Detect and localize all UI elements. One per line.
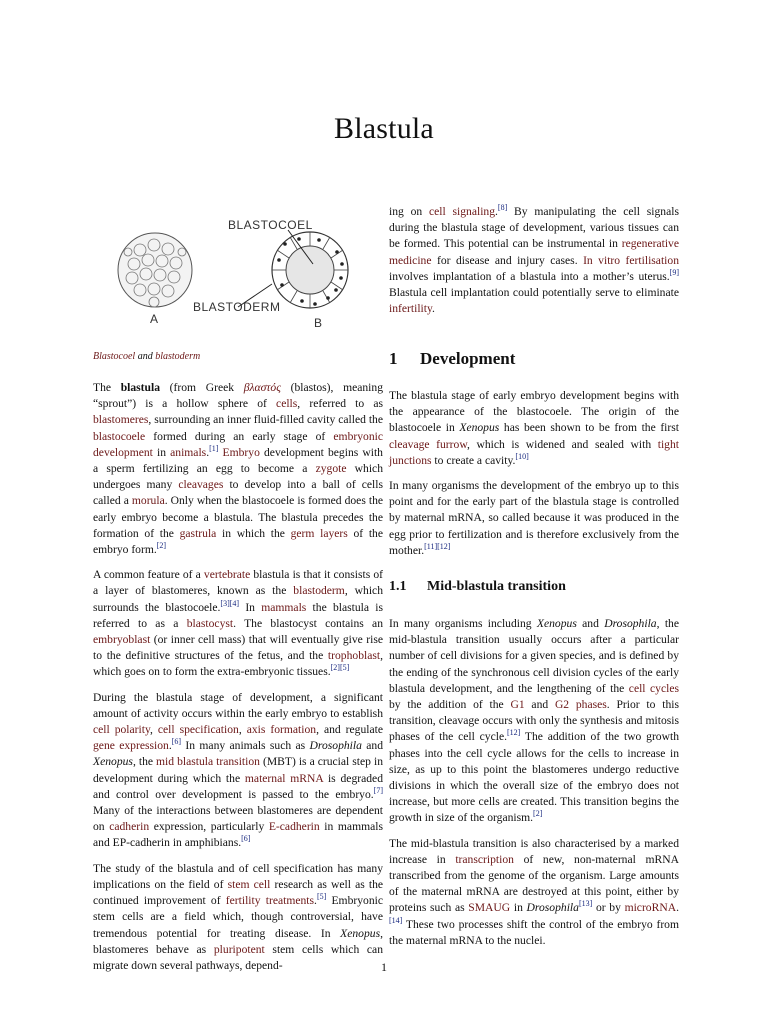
- section-title: Development: [420, 349, 516, 368]
- ref-1[interactable]: [1]: [209, 443, 219, 453]
- ref-12[interactable]: [12]: [507, 728, 521, 738]
- paragraph-blastocoele-origin: The blastula stage of early embryo development begins with the appearance of the blastocoele. The origin of the blastocoele in Xenopus has been shown to be from the first cleavage furrow, which is widened and sealed with tight junctions to create a cavity.[10]: [389, 389, 679, 467]
- paragraph-activity: During the blastula stage of development, a significant amount of activity occurs within the early embryo to establish cell polarity, cell specification, axis formation, and regulate gene expression.[6] In many animals such as Drosophila and Xenopus, the mid blastula transition (MBT) is a crucial step in development during which the maternal mRNA is degraded and control over development is passed to the embryo.[7] Many of the interactions between blastomeres are dependent on cadherin expression, particularly E-cadherin in mammals and EP-cadherin in amphibians.[6]: [93, 690, 384, 850]
- link-pluripotent[interactable]: pluripotent: [213, 942, 265, 956]
- link-tight-junctions[interactable]: tight junctions: [389, 437, 679, 467]
- caption-text: and: [135, 351, 156, 362]
- link-mammals[interactable]: mammals: [261, 600, 307, 614]
- link-embryonic-development[interactable]: embryonic development: [93, 429, 383, 459]
- link-e-cadherin[interactable]: E-cadherin: [268, 820, 320, 834]
- ref-3-4[interactable]: [3][4]: [220, 598, 240, 608]
- left-column: [93, 380, 383, 983]
- link-maternal-mrna[interactable]: maternal mRNA: [244, 771, 324, 785]
- link-blastocoel[interactable]: Blastocoel: [93, 351, 136, 362]
- link-vertebrate[interactable]: vertebrate: [203, 568, 251, 582]
- link-cadherin[interactable]: cadherin: [109, 820, 150, 834]
- link-axis-formation[interactable]: axis formation: [246, 723, 317, 737]
- ref-6b[interactable]: [6]: [241, 834, 251, 844]
- link-animals[interactable]: animals: [170, 445, 207, 459]
- ref-2b[interactable]: [2]: [533, 809, 543, 819]
- link-fertility-treatments[interactable]: fertility treatments: [225, 894, 315, 908]
- right-column-mbt: [389, 616, 679, 958]
- ref-2[interactable]: [2]: [156, 541, 167, 551]
- link-morula[interactable]: morula: [131, 494, 165, 508]
- link-cleavage-furrow[interactable]: cleavage furrow: [389, 437, 467, 451]
- link-cleavages[interactable]: cleavages: [178, 478, 224, 492]
- ref-9[interactable]: [9]: [669, 267, 679, 277]
- link-cell-specification[interactable]: cell specification: [157, 723, 239, 737]
- ref-14[interactable]: [14]: [389, 915, 403, 925]
- ref-7[interactable]: [7]: [373, 786, 383, 796]
- ref-10[interactable]: [10]: [515, 451, 529, 461]
- paragraph-maternal: In many organisms the development of the embryo up to this point and for the early part of the blastula stage is controlled by maternal mRNA, so called because it was produced in the egg prior to fertilization and is therefore exclusively from the mother.[11][12]: [389, 479, 679, 557]
- label-blastoderm: BLASTODERM: [193, 300, 281, 314]
- link-infertility[interactable]: infertility: [389, 302, 433, 316]
- page-title: Blastula: [334, 112, 434, 145]
- paragraph-study: The study of the blastula and of cell specification has many implications on the field of stem cell research as well as the continued improvement of fertility treatments.[5] Embryonic stem cells are a field which, though controversial, have tremendous potential for treating disease. In Xenopus, blastomeres behave as pluripotent stem cells which can migrate down several pathways, depend-: [93, 861, 384, 972]
- paragraph-intro: The blastula (from Greek βλαστός (blastos), meaning “sprout”) is a hollow sphere of cells, referred to as blastomeres, surrounding an inner fluid-filled cavity called the blastocoele formed during an early stage of embryonic development in animals.[1] Embryo development begins with a sperm fertilizing an egg to become a zygote which undergoes many cleavages to develop into a ball of cells called a morula. Only when the blastocoele is formed does the early embryo become a blastula. The blastula precedes the formation of the gastrula in which the germ layers of the embryo form.[2]: [93, 381, 384, 557]
- subsection-heading-mbt: [389, 579, 566, 595]
- cell-cluster-a: [118, 233, 192, 307]
- ref-11-12[interactable]: [11][12]: [424, 541, 451, 551]
- link-blastoderm[interactable]: blastoderm: [155, 351, 201, 362]
- paragraph-signaling: ing on cell signaling.[8] By manipulating the cell signals during the blastula stage of development, various tissues can be formed. This potential can be instrumental in regenerative medicine for disease and injury cases. In vitro fertilisation involves implantation of a blastula into a mother’s uterus.[9] Blastula cell implantation could potentially serve to eliminate infertility.: [389, 203, 679, 316]
- ref-8[interactable]: [8]: [497, 203, 508, 213]
- page-number: 1: [381, 960, 387, 974]
- label-blastocoel: BLASTOCOEL: [228, 218, 313, 232]
- figure-caption: [93, 351, 200, 362]
- link-cell-polarity[interactable]: cell polarity: [93, 723, 151, 737]
- link-trophoblast[interactable]: trophoblast: [327, 649, 381, 663]
- link-blastocoele[interactable]: blastocoele: [93, 429, 146, 443]
- label-a: A: [150, 312, 159, 326]
- link-germ-layers[interactable]: germ layers: [290, 526, 348, 540]
- paragraph-vertebrate: A common feature of a vertebrate blastula is that it consists of a layer of blastomeres, known as the blastoderm, which surrounds the blastocoele.[3][4] In mammals the blastula is referred to as a blastocyst. The blastocyst contains an embryoblast (or inner cell mass) that will eventually give rise to the definitive structures of the fetus, and the trophoblast, which goes on to form the extra-embryonic tissues.[2][5]: [93, 568, 384, 679]
- ref-2-5[interactable]: [2][5]: [330, 663, 350, 673]
- paragraph-mbt-2: The mid-blastula transition is also characterised by a marked increase in transcription of new, non-maternal mRNA transcribed from the genome of the organism. Large amounts of the maternal mRNA are destroyed at this point, either by proteins such as SMAUG in Drosophila[13] or by microRNA.[14] These two processes shift the control of the embryo from the maternal mRNA to the nuclei.: [389, 836, 680, 947]
- right-column-top: [389, 204, 679, 326]
- link-zygote[interactable]: zygote: [315, 462, 347, 476]
- link-transcription[interactable]: transcription: [455, 852, 514, 866]
- right-column-development: [389, 388, 679, 568]
- blastula-b: [238, 230, 348, 308]
- link-cell-signaling[interactable]: cell signaling: [428, 205, 496, 218]
- link-blastoderm-body[interactable]: blastoderm: [293, 584, 345, 598]
- link-stem-cell[interactable]: stem cell: [227, 877, 271, 891]
- ref-5[interactable]: [5]: [316, 892, 327, 902]
- link-microrna[interactable]: microRNA: [624, 901, 677, 915]
- blastula-figure: [110, 212, 370, 330]
- section-heading-development: [389, 349, 515, 369]
- link-cells[interactable]: cells: [276, 397, 298, 411]
- link-greek[interactable]: βλαστός: [243, 381, 281, 394]
- link-regenerative-medicine[interactable]: regenerative medicine: [389, 237, 679, 267]
- link-mid-blastula-transition[interactable]: mid blastula transition: [156, 755, 260, 769]
- link-gene-expression[interactable]: gene expression: [93, 739, 169, 753]
- label-b: B: [314, 316, 323, 330]
- section-number: 1: [389, 349, 398, 368]
- subsection-title: Mid-blastula transition: [427, 579, 566, 594]
- ref-13[interactable]: [13]: [578, 899, 593, 909]
- subsection-number: 1.1: [389, 579, 407, 594]
- link-blastomeres[interactable]: blastomeres: [93, 413, 149, 427]
- link-g1[interactable]: G1: [510, 698, 525, 712]
- ref-6[interactable]: [6]: [171, 737, 182, 747]
- link-embryo[interactable]: Embryo: [222, 445, 260, 459]
- link-g2-phases[interactable]: G2 phases: [554, 698, 607, 712]
- link-embryoblast[interactable]: embryoblast: [93, 633, 151, 647]
- paragraph-mbt-1: In many organisms including Xenopus and Drosophila, the mid-blastula transition usually occurs after a particular number of cell divisions for a given species, and is defined by the ending of the synchronous cell division cycles of the early blastula development, and the lengthening of the cell cycles by the addition of the G1 and G2 phases. Prior to this transition, cleavage occurs with only the synthesis and mitosis phases of the cell cycle.[12] The addition of the two growth phases into the cell cycle allows for the cells to increase in size, as up to this point the blastomeres undergo reductive divisions in which the overall size of the embryo does not increase, but more cells are created. This transition begins the growth in size of the organism.[2]: [389, 617, 679, 825]
- link-blastocyst[interactable]: blastocyst: [186, 616, 234, 630]
- link-cell-cycles[interactable]: cell cycles: [628, 681, 679, 695]
- link-smaug[interactable]: SMAUG: [468, 901, 511, 915]
- link-in-vitro-fertilisation[interactable]: In vitro fertilisation: [583, 253, 679, 267]
- link-gastrula[interactable]: gastrula: [179, 526, 217, 540]
